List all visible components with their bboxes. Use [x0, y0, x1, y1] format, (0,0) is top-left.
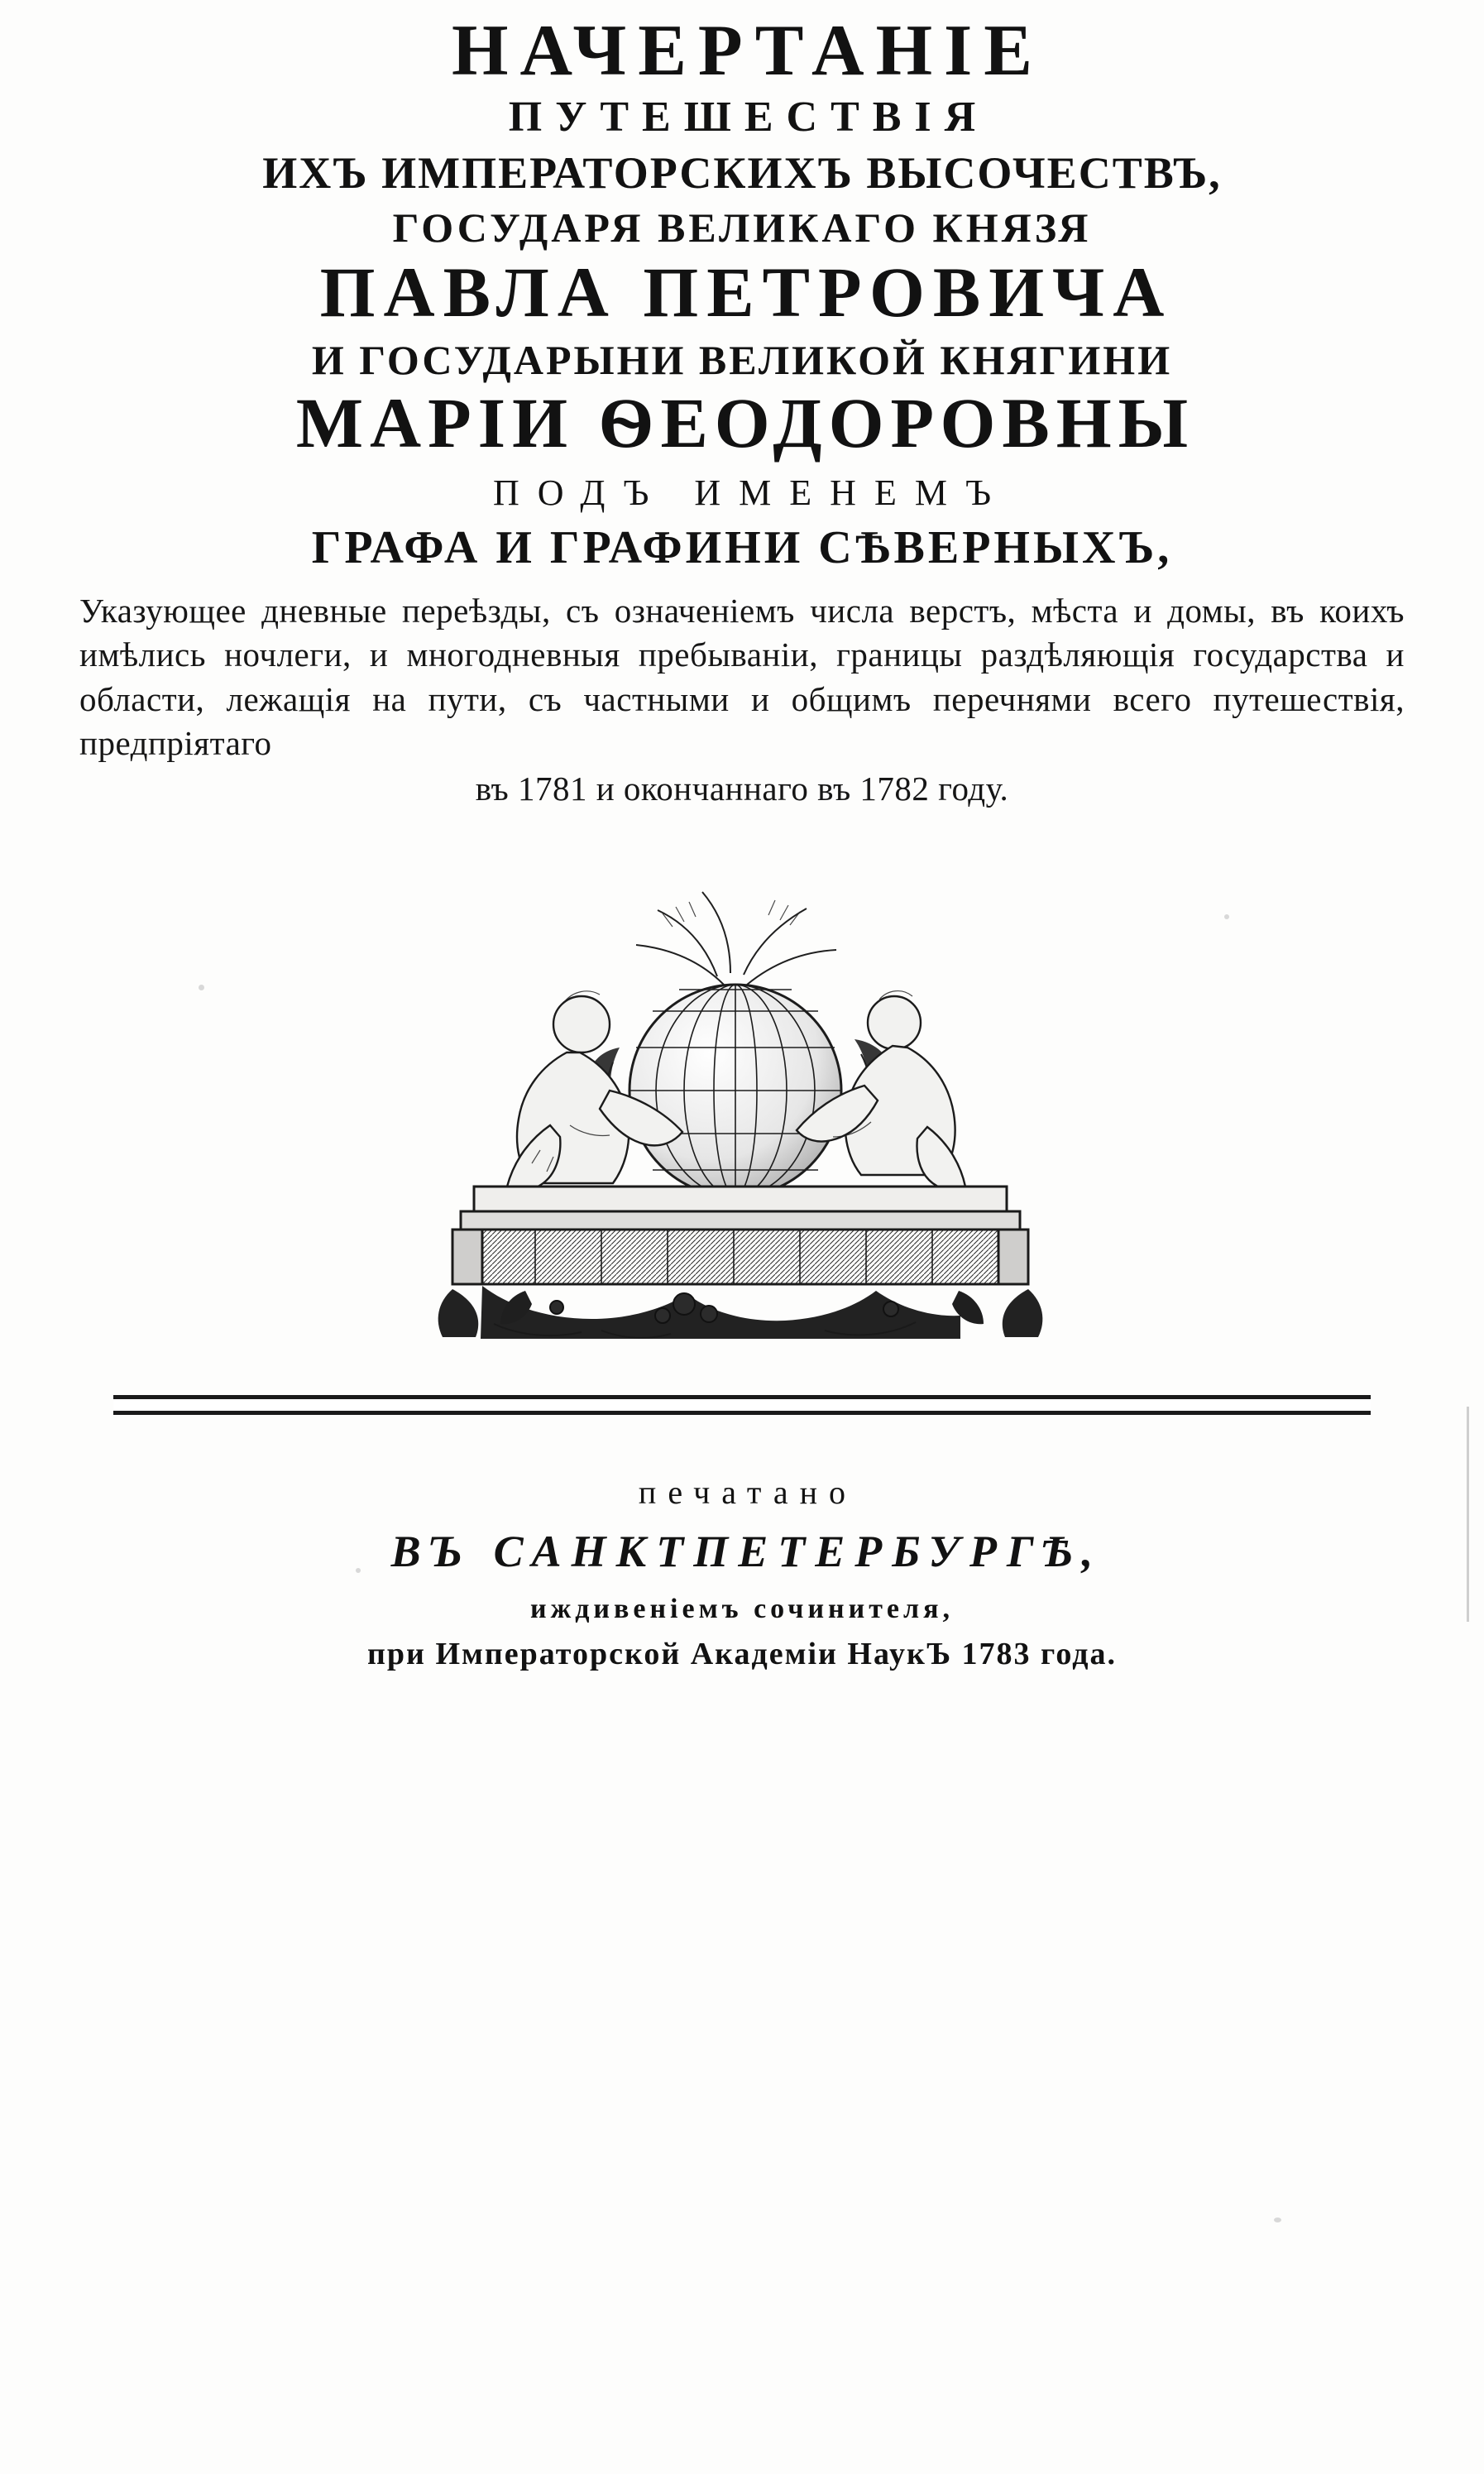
imprint-line-city: ВЪ САНКТПЕТЕРБУРГѢ, — [390, 1527, 1103, 1577]
title-line-7-name-maria: МАРIИ ѲЕОДОРОВНЫ — [295, 383, 1195, 463]
title-line-6: И ГОСУДАРЫНИ ВЕЛИКОЙ КНЯГИНИ — [311, 337, 1173, 383]
imprint-line-academy-year: при Императорской Академiи НаукЪ 1783 года. — [367, 1637, 1117, 1672]
scan-speckle — [1274, 2217, 1281, 2222]
title-line-9: ГРАФА И ГРАФИНИ СѢВЕРНЫХЪ, — [311, 522, 1173, 573]
imprint-block — [50, 1476, 1434, 1670]
title-line-3: ИХЪ ИМПЕРАТОРСКИХЪ ВЫСОЧЕСТВЪ, — [262, 148, 1222, 198]
title-line-4: ГОСУДАРЯ ВЕЛИКАГО КНЯЗЯ — [392, 204, 1092, 251]
imprint-line-printed: печатано — [638, 1474, 858, 1512]
subtitle-text: Указующее дневные переѣзды, съ означенiемъ числа верстъ, мѣста и домы, въ коихъ имѣлись ночлеги, и многодневныя пребыванiи, границы раздѣляющiя государства и области, лежащiя на пути, съ частными и общимъ перечнями всего путешествiя, предпрiятаго — [79, 592, 1405, 762]
double-rule — [113, 1395, 1371, 1415]
subtitle-last-line: въ 1781 и окончаннаго въ 1782 году. — [475, 770, 1009, 808]
vignette — [50, 844, 1434, 1374]
subtitle-paragraph — [79, 589, 1405, 811]
imprint-line-expense: иждивенiемъ сочинителя, — [529, 1594, 954, 1625]
scan-speckle — [356, 1568, 361, 1573]
title-line-8: ПОДЪ ИМЕНЕМЪ — [492, 472, 1010, 513]
scan-speckle — [199, 985, 204, 990]
divider-rule — [50, 1395, 1434, 1415]
globe-putti-vignette-icon — [328, 877, 1156, 1374]
title-line-2: ПУТЕШЕСТВIЯ — [508, 93, 989, 141]
title-line-5-name-pavel: ПАВЛА ПЕТРОВИЧА — [319, 252, 1173, 332]
scan-speckle — [1224, 914, 1229, 919]
scan-edge-artifact — [1467, 1407, 1469, 1622]
title-block — [50, 0, 1434, 571]
title-line-1: НАЧЕРТАНIЕ — [452, 11, 1044, 91]
